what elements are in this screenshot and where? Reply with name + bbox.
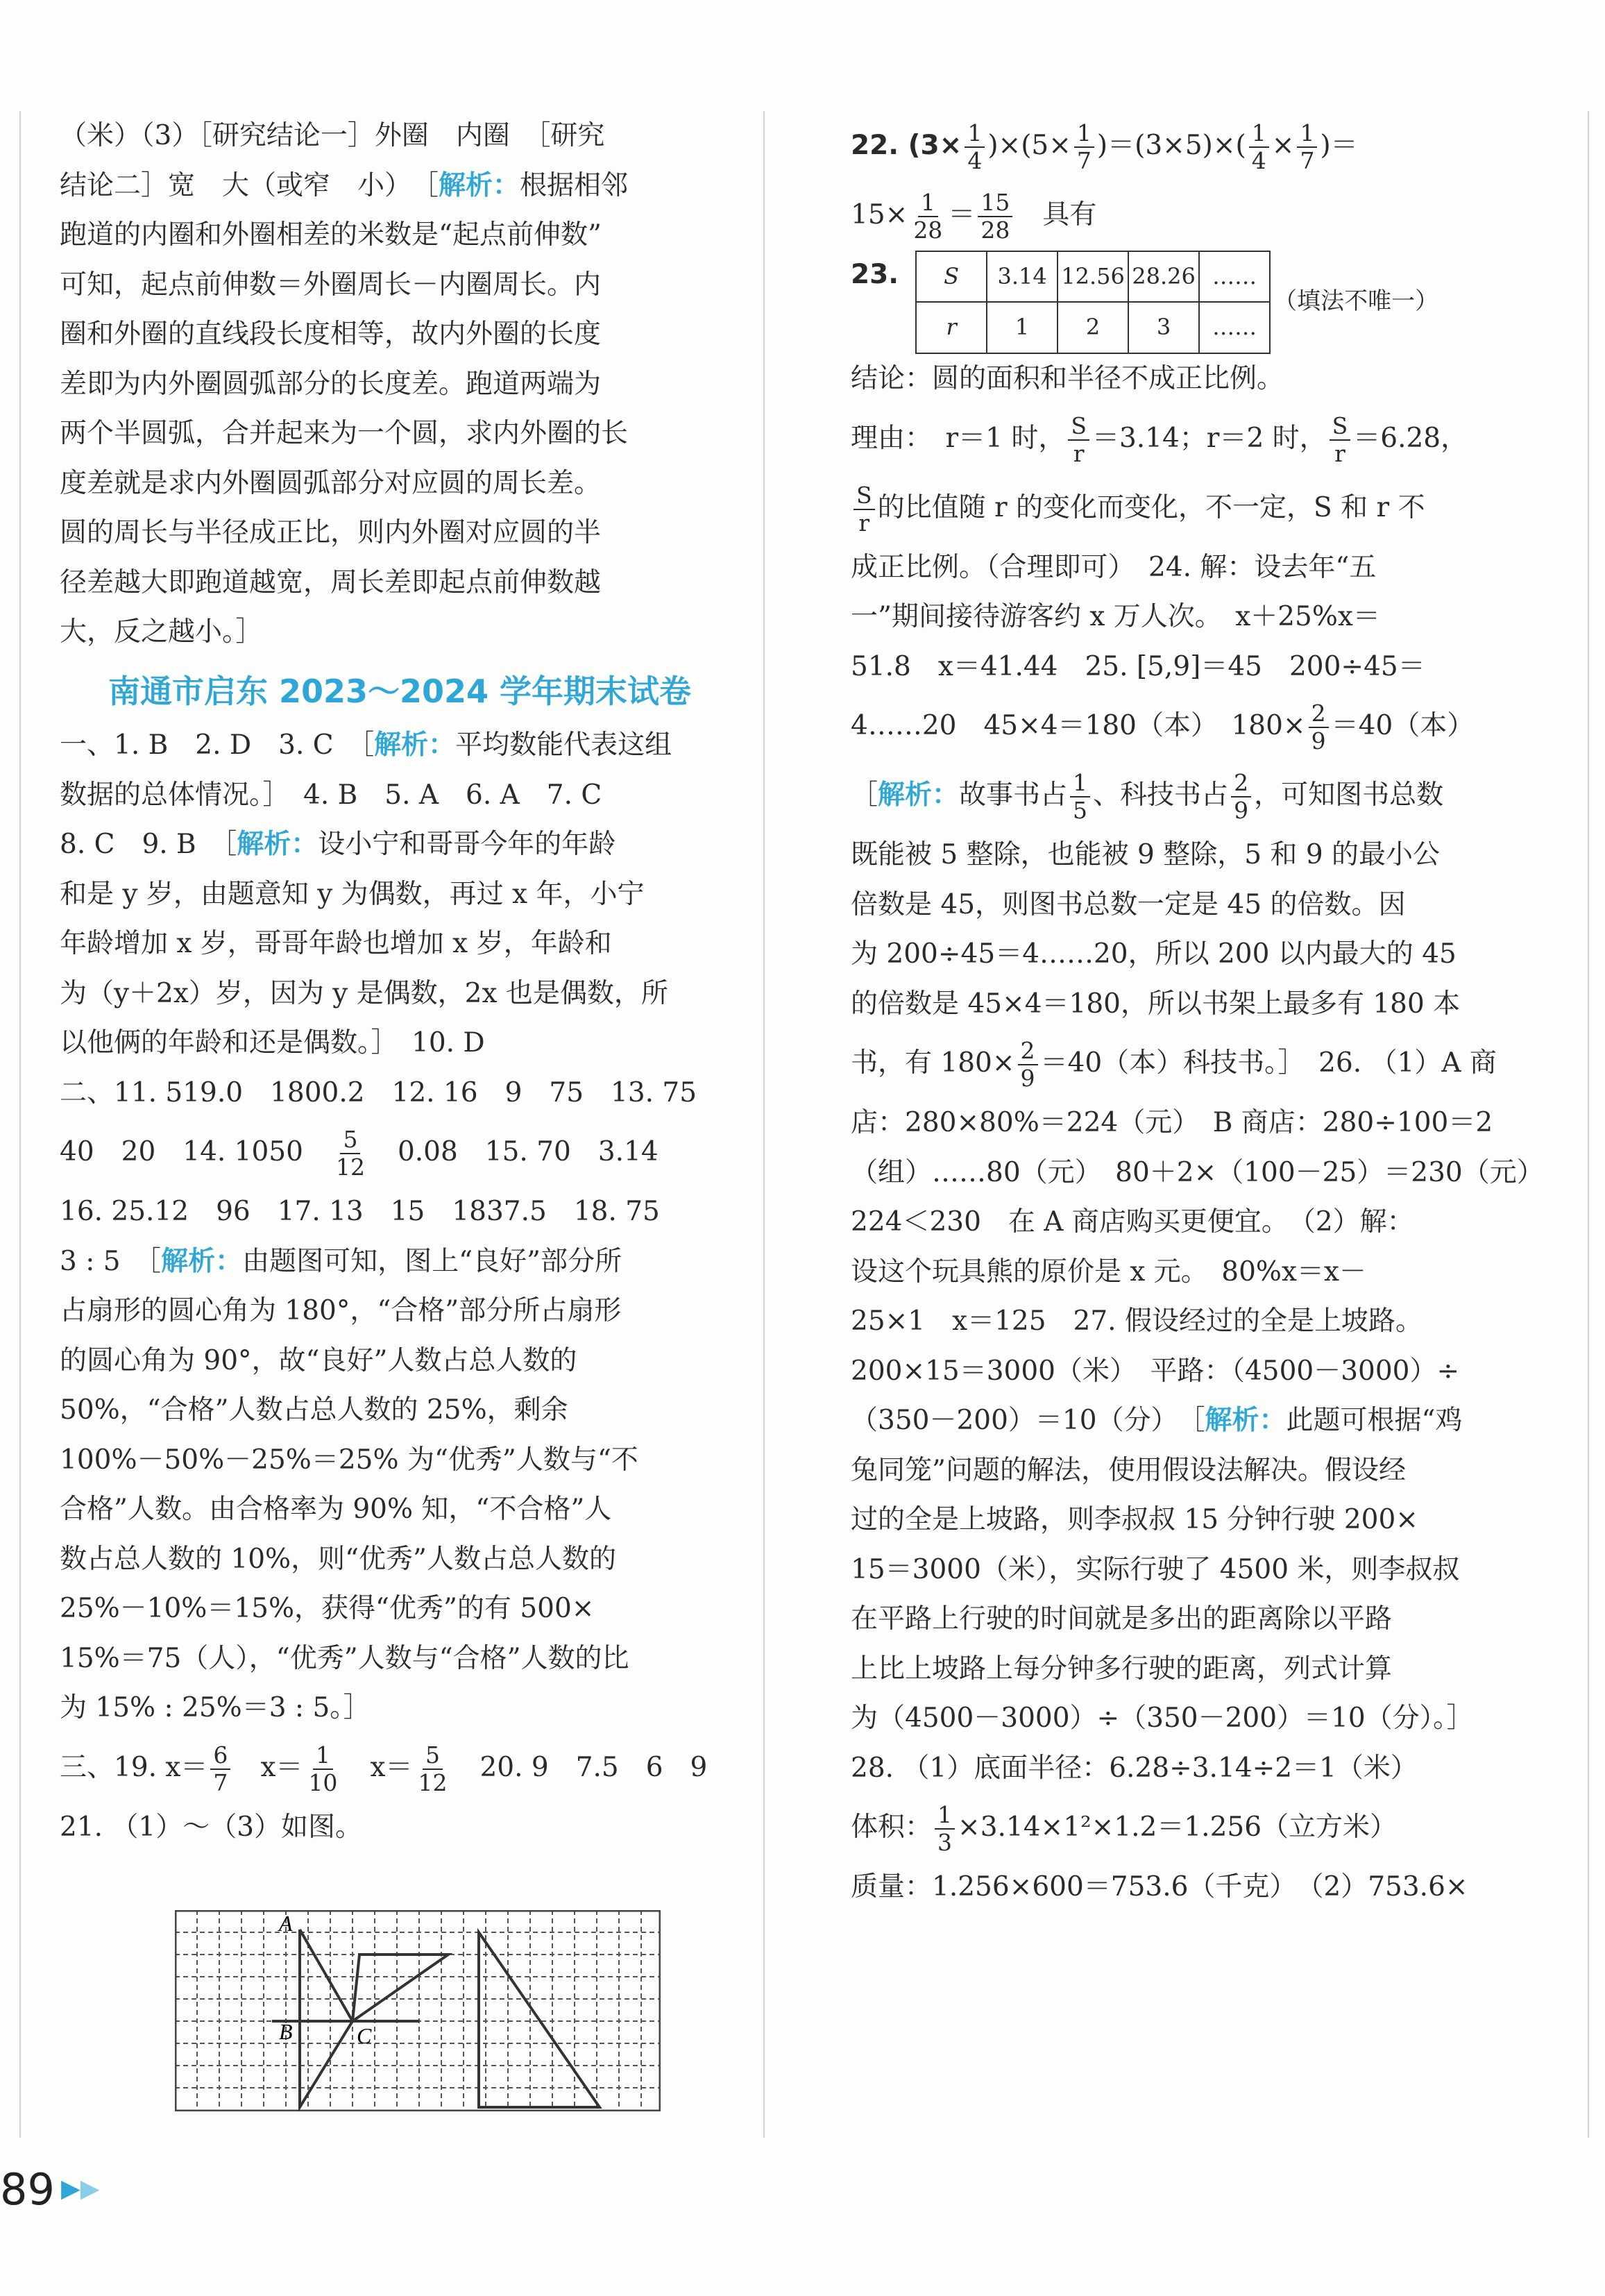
text-line: 22. (3× $\frac{1}{4}$ )×(5× $\frac{1}{7}$ )＝(3×5)×( $\frac{1}{4}$ × $\frac{1}{7}$ )＝: [851, 119, 1358, 174]
text-line: 为 15% : 25%＝3 : 5。］: [60, 1692, 371, 1723]
text-line: 理由： r＝1 时， $\frac{S}{r}$ ＝3.14；r＝2 时， $\frac{S}{r}$ ＝6.28，: [851, 412, 1468, 467]
right-margin-rule: [1588, 111, 1589, 2138]
table-row: [916, 251, 1270, 303]
analysis-label: 解析：: [878, 779, 960, 811]
page-arrows-icon: ▶▶: [61, 2175, 100, 2203]
page-number: 89: [0, 2164, 55, 2215]
fraction: $\frac{15}{28}$: [978, 189, 1012, 244]
text-line: 径差越大即跑道越宽，周长差即起点前伸数越: [60, 566, 602, 598]
text-line: 15× $\frac{1}{28}$ ＝ $\frac{15}{28}$ 具有: [851, 189, 1097, 244]
left-margin-rule: [19, 111, 21, 2138]
text-line: 16. 25.12 96 17. 13 15 1837.5 18. 75: [60, 1196, 660, 1227]
text-line: 既能被 5 整除，也能被 9 整除，5 和 9 的最小公: [851, 839, 1441, 870]
text-line: 25%－10%＝15%，获得“优秀”的有 500×: [60, 1593, 595, 1624]
fraction: $\frac{6}{7}$: [210, 1742, 230, 1796]
analysis-label: 解析：: [161, 1245, 243, 1277]
text-line: 结论二］宽 大（或窄 小） ［解析：根据相邻: [60, 169, 629, 201]
fraction: $\frac{S}{r}$: [1330, 413, 1351, 467]
s-r-table: [915, 251, 1271, 354]
text-line: （米）（3）［研究结论一］外圈 内圈 ［研究: [60, 120, 605, 151]
fraction: $\frac{1}{4}$: [1249, 120, 1269, 174]
fraction: $\frac{2}{9}$: [1231, 770, 1251, 824]
text-line: 上比上坡路上每分钟多行驶的距离，列式计算: [851, 1653, 1393, 1685]
fraction: $\frac{1}{28}$: [913, 189, 943, 244]
text-line: 3 : 5 ［解析：由题图可知，图上“良好”部分所: [60, 1245, 622, 1277]
enlarged-triangle: [479, 1932, 600, 2107]
grid-border: [176, 1911, 660, 2111]
segment-ac: [300, 1930, 353, 2021]
text-line: 15%＝75（人），“优秀”人数与“合格”人数的比: [60, 1642, 629, 1674]
table-cell: 1: [987, 302, 1058, 353]
fraction: $\frac{1}{7}$: [1074, 120, 1094, 174]
label-c: C: [357, 2023, 372, 2048]
text-line: 8. C 9. B ［解析：设小宁和哥哥今年的年龄: [60, 829, 616, 860]
column-divider: [763, 111, 765, 2138]
fraction: $\frac{1}{7}$: [1297, 120, 1317, 174]
text-line: 可知，起点前伸数＝外圈周长－内圈周长。内: [60, 269, 602, 301]
text-line: 两个半圆弧，合并起来为一个圆，求内外圈的长: [60, 418, 629, 449]
left-column: [60, 111, 740, 1852]
analysis-label: 解析：: [374, 729, 456, 761]
text-line: 为（4500－3000）÷（350－200）＝10（分）。］: [851, 1703, 1474, 1734]
text-line: 书，有 180× $\frac{2}{9}$ ＝40（本）科技书。］ 26. （1）A 商: [851, 1037, 1497, 1092]
fraction: $\frac{2}{9}$: [1309, 700, 1329, 754]
text-line: 100%－50%－25%＝25% 为“优秀”人数与“不: [60, 1444, 638, 1476]
text-line: 50%，“合格”人数占总人数的 25%，剩余: [60, 1394, 568, 1426]
text-line: 年龄增加 x 岁，哥哥年龄也增加 x 岁，年龄和: [60, 928, 612, 959]
text-line: 在平路上行驶的时间就是多出的距离除以平路: [851, 1603, 1393, 1635]
text-line: 三、19. x＝ $\frac{6}{7}$ x＝ $\frac{1}{10}$ x＝ $\frac{5}{12}$ 20. 9 7.5 6 9: [60, 1741, 708, 1796]
text-line: 40 20 14. 1050 $\frac{5}{12}$ 0.08 15. 70 3.14: [60, 1126, 659, 1181]
text-line: 成正比例。（合理即可） 24. 解：设去年“五: [851, 551, 1377, 583]
text-line: 为（y＋2x）岁，因为 y 是偶数，2x 也是偶数，所: [60, 977, 668, 1009]
fraction: $\frac{2}{9}$: [1018, 1038, 1038, 1092]
text-line: 大，反之越小。］: [60, 616, 263, 648]
text-line: 度差就是求内外圈圆弧部分对应圆的周长差。: [60, 467, 602, 499]
text-line: $\frac{S}{r}$ 的比值随 r 的变化而变化，不一定，S 和 r 不: [851, 473, 1549, 543]
text-line: 质量：1.256×600＝753.6（千克） （2）753.6×: [851, 1871, 1468, 1902]
table-cell: 12.56: [1058, 251, 1128, 303]
text-line: （350－200）＝10（分） ［解析：此题可根据“鸡: [851, 1405, 1463, 1436]
text-line: 21. （1）～（3）如图。: [60, 1811, 363, 1843]
text-line: 和是 y 岁，由题意知 y 为偶数，再过 x 年，小宁: [60, 878, 645, 910]
text-line: 跑道的内圈和外圈相差的米数是“起点前伸数”: [60, 219, 602, 251]
text-line: 15＝3000（米），实际行驶了 4500 米，则李叔叔: [851, 1553, 1460, 1585]
text-line: 200×15＝3000（米） 平路：（4500－3000）÷: [851, 1355, 1460, 1387]
text-line: 一”期间接待游客约 x 万人次。 x＋25%x＝: [851, 601, 1380, 632]
text-line: 店：280×80%＝224（元） B 商店：280÷100＝2: [851, 1107, 1493, 1138]
q23-label: 23.: [851, 259, 899, 290]
text-line: 一、1. B 2. D 3. C ［解析：平均数能代表这组: [60, 729, 672, 761]
text-line: 差即为内外圈圆弧部分的长度差。跑道两端为: [60, 368, 602, 400]
text-line: 25×1 x＝125 27. 假设经过的全是上坡路。: [851, 1306, 1423, 1337]
text-line: 过的全是上坡路，则李叔叔 15 分钟行驶 200×: [851, 1504, 1418, 1535]
table-cell: r: [916, 302, 987, 353]
text-line: 圆的周长与半径成正比，则内外圈对应圆的半: [60, 517, 602, 548]
text-line: 的倍数是 45×4＝180，所以书架上最多有 180 本: [851, 988, 1461, 1020]
grid-lines: [175, 1910, 661, 2111]
analysis-label: 解析：: [1205, 1405, 1286, 1436]
table-cell: ……: [1199, 251, 1270, 303]
text-line: 28. （1）底面半径：6.28÷3.14÷2＝1（米）: [851, 1752, 1418, 1784]
label-b: B: [279, 2019, 293, 2044]
text-line: 的圆心角为 90°，故“良好”人数占总人数的: [60, 1344, 577, 1376]
text-line: 224＜230 在 A 商店购买更便宜。 （2）解：: [851, 1206, 1414, 1238]
text-line: 以他俩的年龄和还是偶数。］ 10. D: [60, 1027, 485, 1058]
fraction: $\frac{5}{12}$: [418, 1741, 448, 1796]
analysis-label: 解析：: [237, 829, 319, 860]
fraction: $\frac{5}{12}$: [335, 1126, 365, 1181]
fraction: $\frac{1}{4}$: [965, 120, 985, 174]
analysis-label: 解析：: [439, 169, 520, 201]
text-line: 占扇形的圆心角为 180°，“合格”部分所占扇形: [60, 1295, 622, 1326]
text-line: 兔同笼”问题的解法，使用假设法解决。假设经: [851, 1454, 1406, 1486]
text-line: （组）……80（元） 80＋2×（100－25）＝230（元）: [851, 1156, 1544, 1188]
text-line: 倍数是 45，则图书总数一定是 45 的倍数。因: [851, 888, 1406, 920]
text-line: 体积： $\frac{1}{3}$ ×3.14×1²×1.2＝1.256（立方米）: [851, 1801, 1398, 1856]
text-line: 4……20 45×4＝180（本） 180× $\frac{2}{9}$ ＝40（本）: [851, 700, 1475, 754]
text-line: 为 200÷45＝4……20，所以 200 以内最大的 45: [851, 938, 1457, 970]
fraction: $\frac{S}{r}$: [1068, 413, 1089, 467]
text-line: 二、11. 519.0 1800.2 12. 16 9 75 13. 75: [60, 1077, 697, 1108]
exam-title: 南通市启东 2023～2024 学年期末试卷: [108, 672, 692, 710]
label-a: A: [279, 1911, 293, 1936]
text-line: 合格”人数。由合格率为 90% 知，“不合格”人: [60, 1494, 612, 1525]
right-column: [851, 111, 1549, 1912]
fraction: $\frac{S}{r}$: [854, 482, 875, 537]
text-line: ［解析：故事书占 $\frac{1}{5}$ 、科技书占 $\frac{2}{9}$ ，可知图书总数: [851, 769, 1444, 824]
table-cell: 3.14: [987, 251, 1058, 303]
text-line: 结论：圆的面积和半径不成正比例。: [851, 363, 1284, 394]
table-cell: ……: [1199, 302, 1270, 353]
table-cell: 28.26: [1128, 251, 1199, 303]
rotated-shape: [353, 1955, 448, 2021]
text-line: 51.8 x＝41.44 25. [5,9]＝45 200÷45＝: [851, 650, 1425, 682]
table-cell: S: [916, 251, 987, 303]
text-line: 设这个玩具熊的原价是 x 元。 80%x＝x－: [851, 1256, 1366, 1288]
text-line: 数占总人数的 10%，则“优秀”人数占总人数的: [60, 1543, 616, 1575]
table-row: [916, 302, 1270, 353]
fraction: $\frac{1}{5}$: [1070, 770, 1090, 824]
table-cell: 2: [1058, 302, 1128, 353]
table-note: （填法不唯一）: [1273, 287, 1439, 316]
fraction: $\frac{1}{3}$: [935, 1802, 955, 1856]
q23-row: [851, 250, 1549, 354]
figure-shapes: [272, 1930, 600, 2107]
grid-figure: [175, 1910, 661, 2111]
table-cell: 3: [1128, 302, 1199, 353]
text-line: 圈和外圈的直线段长度相等，故内外圈的长度: [60, 319, 602, 350]
fraction: $\frac{1}{10}$: [308, 1741, 338, 1796]
text-line: 数据的总体情况。］ 4. B 5. A 6. A 7. C: [60, 779, 602, 811]
